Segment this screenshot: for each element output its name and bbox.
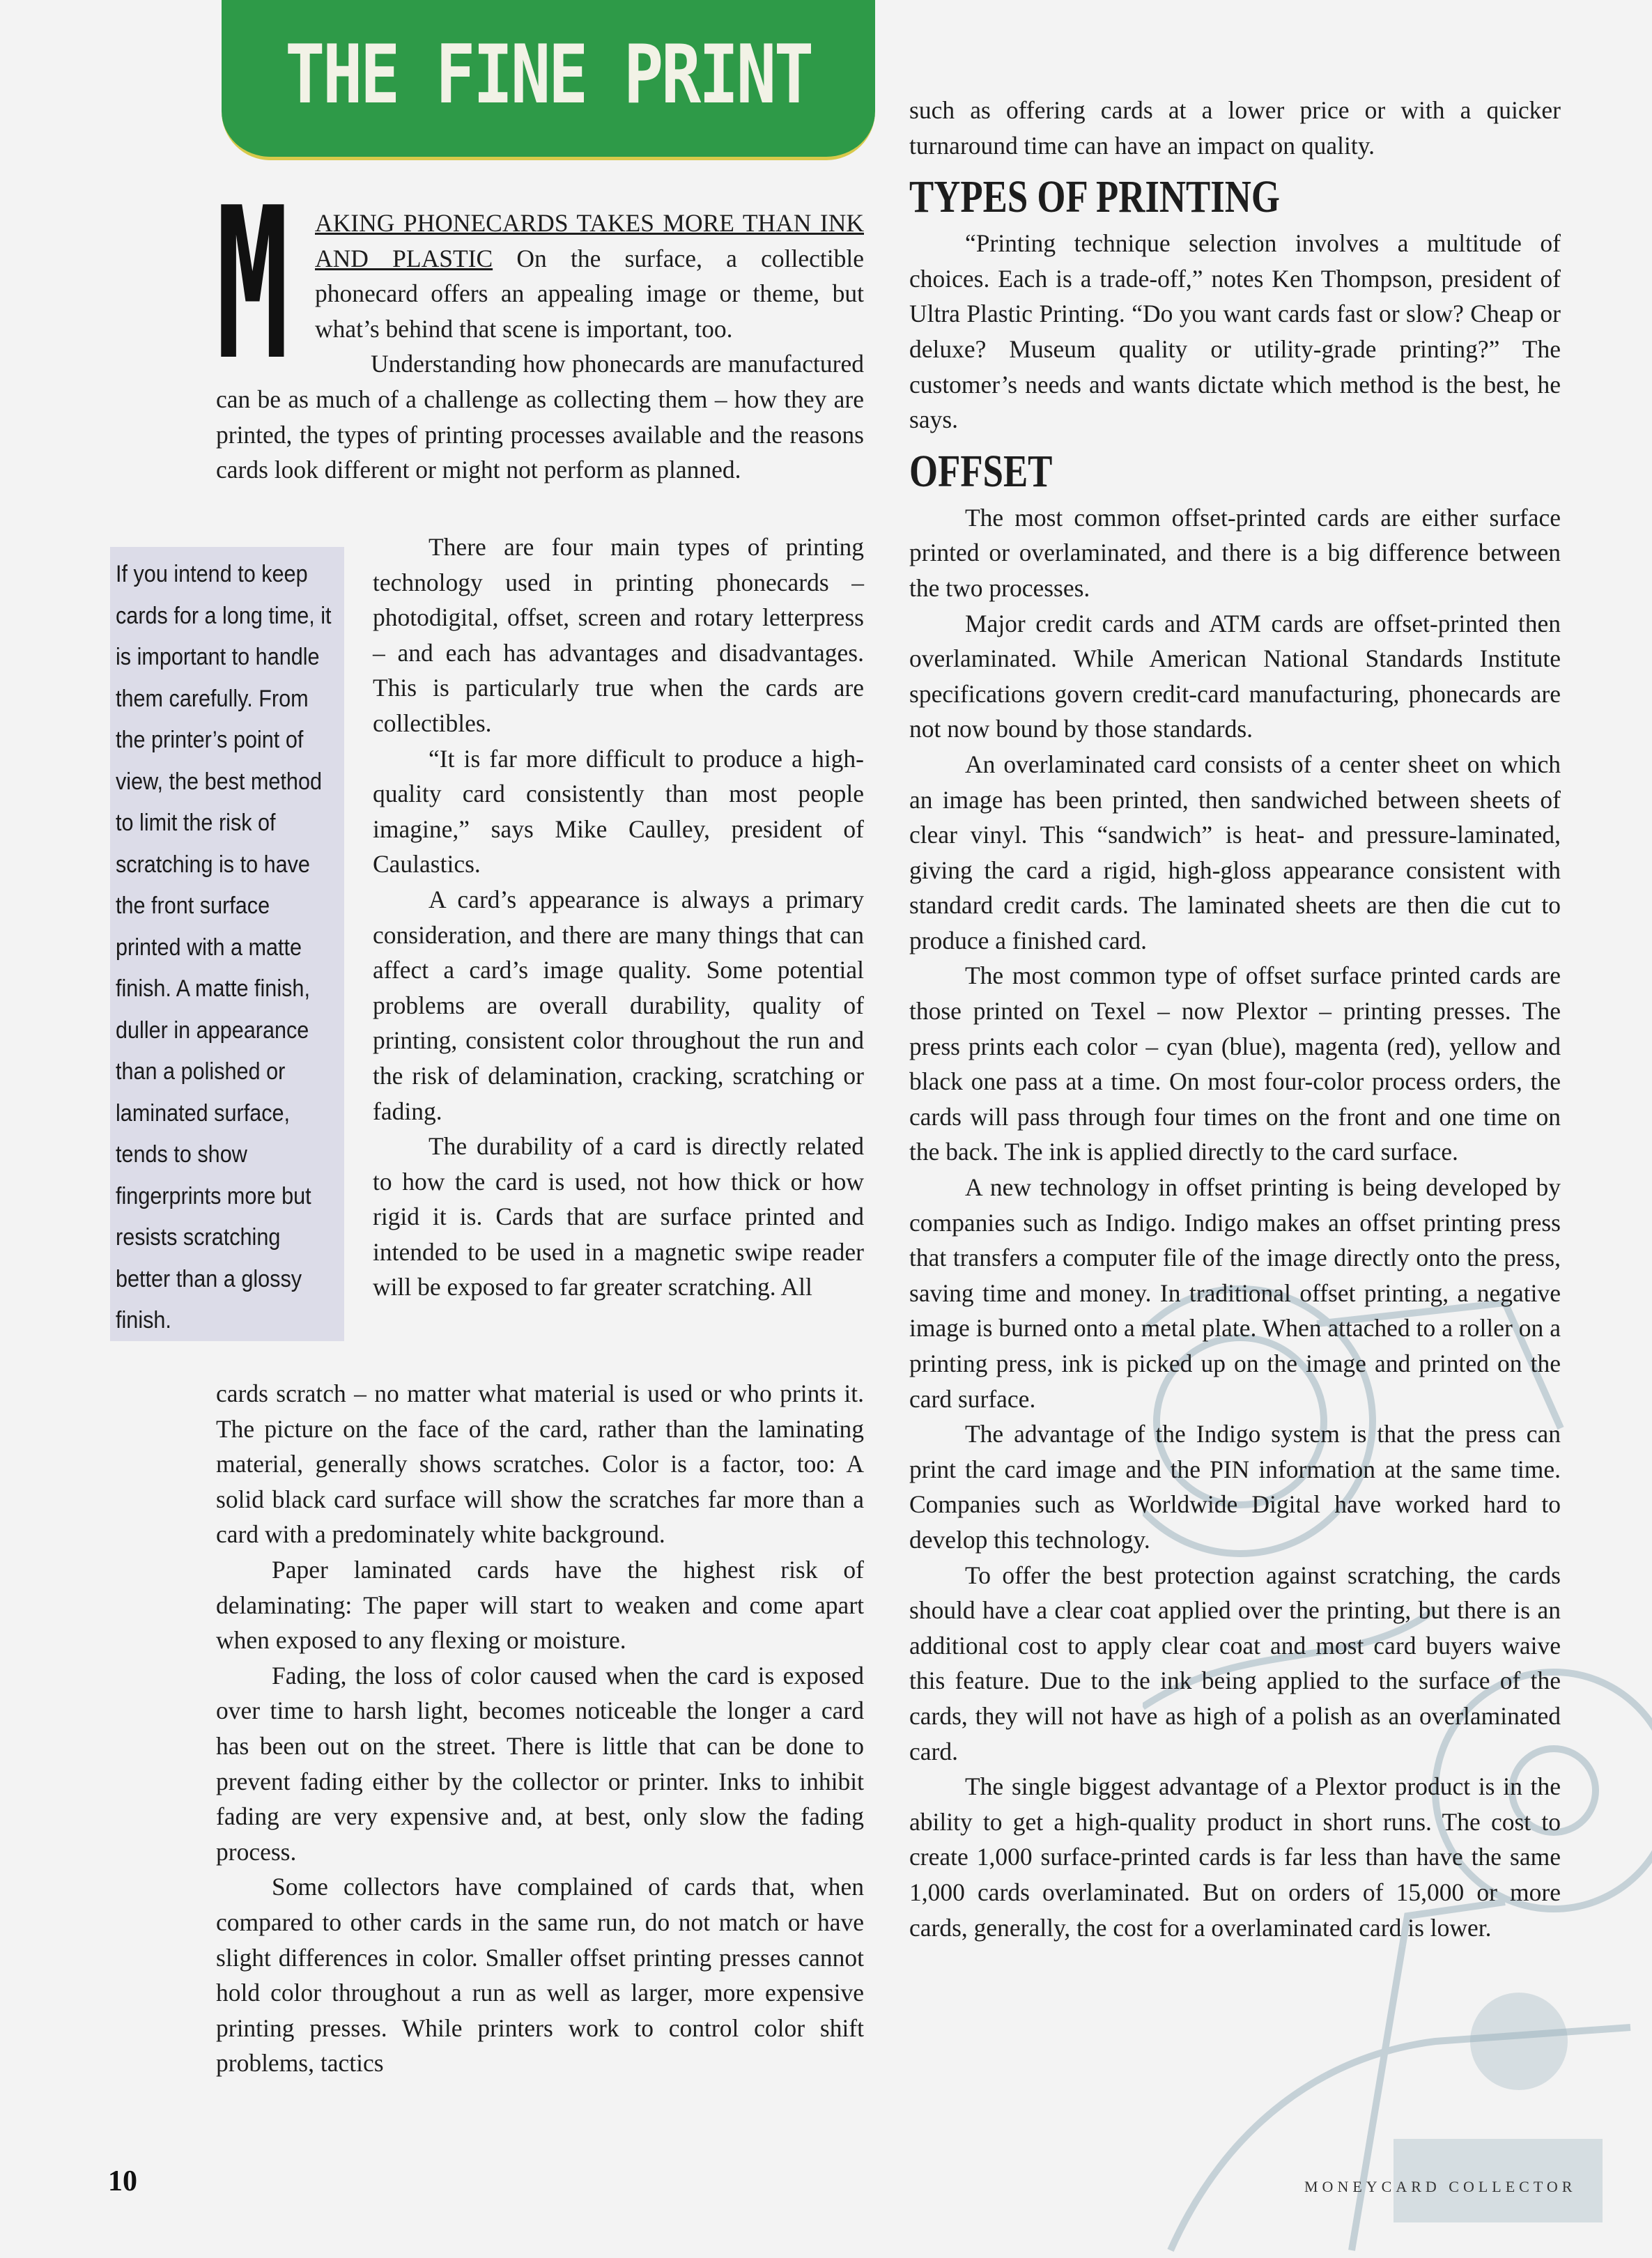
body-paragraph: The most common offset-printed cards are either surface printed or overlaminated, and there is a big difference between the two processes. (909, 503, 1561, 602)
body-paragraph: The advantage of the Indigo system is that the press can print the card image and the PIN information at the same time. Companies such as Worldwide Digital have worked hard to develop this technology. (909, 1420, 1561, 1554)
lead-paragraph (216, 163, 864, 406)
sidebar-callout (110, 547, 344, 1341)
body-paragraph: Paper laminated cards have the highest risk of delaminating: The paper will start to weaken and come apart when exposed to any flexing or moisture. (216, 1555, 864, 1655)
header-banner (222, 0, 875, 160)
body-paragraph: A card’s appearance is always a primary consideration, and there are many things that can affect a card’s image quality. Some potential problems are overall durability, quality of printing, consistent color throughout the run and the risk of delamination, cracking, scratching or fading. (373, 885, 864, 1125)
body-paragraph: A new technology in offset printing is being developed by companies such as Indigo. Indigo makes an offset printing press that transfers a computer file of the image directly onto the press, saving time and money. In traditional offset printing, a negative image is burned onto a metal plate. When attached to a roller on a printing press, ink is picked up on the image and printed on the card surface. (909, 1173, 1561, 1413)
body-paragraph: The durability of a card is directly related to how the card is used, not how thick or how rigid it is. Cards that are surface printed and intended to be used in a magnetic swipe reader will be exposed to far greater scratching. All (373, 1132, 864, 1301)
left-column-bottom (216, 1376, 864, 2081)
body-paragraph: “It is far more difficult to produce a high-quality card consistently than most people imagine,” says Mike Caulley, president of Caulastics. (373, 744, 864, 879)
body-paragraph: Major credit cards and ATM cards are offset-printed then overlaminated. While American National Standards Institute specifications govern credit-card manufacturing, phonecards are not now bound by those standards. (909, 609, 1561, 743)
body-paragraph: Understanding how phonecards are manufactured can be as much of a challenge as collecting them – how they are printed, the types of printing processes available and the reasons cards look different or might not perform as planned. (216, 350, 864, 484)
left-column-middle (373, 529, 864, 1305)
lead-caps: AKING PHONECARDS TAKES MORE THAN INK AND PLASTIC (315, 209, 864, 272)
body-paragraph: There are four main types of printing technology used in printing phonecards – photodigital, offset, screen and rotary letterpress – and each has advantages and disadvantages. This is particularly true when the cards are collectibles. (373, 533, 864, 737)
body-paragraph: Some collectors have complained of cards that, when compared to other cards in the same run, do not match or have slight differences in color. Smaller offset printing presses cannot hold color throughout a run as well as larger, more expensive printing presses. While printers work to control color shift problems, tactics (216, 1873, 864, 2078)
body-paragraph: Fading, the loss of color caused when the card is exposed over time to harsh light, becomes noticeable the longer a card has been out on the street. There is little that can be done to prevent fading either by the collector or printer. Inks to inhibit fading are very expensive and, at best, only slow the fading process. (216, 1661, 864, 1866)
section-heading-types: TYPES OF PRINTING (909, 171, 1280, 223)
body-paragraph: such as offering cards at a lower price or with a quicker turnaround time can have an impact on quality. (909, 96, 1561, 160)
body-paragraph: cards scratch – no matter what material is used or who prints it. The picture on the face of the card, rather than the laminating material, generally shows scratches. Color is a factor, too: A solid black card surface will show the scratches far more than a card with a predominately white background. (216, 1379, 864, 1549)
section-heading-offset: OFFSET (909, 445, 1053, 497)
lead-text: On the surface, a collectible phonecard offers an appealing image or theme, but what’s behind that scene is important, too. (315, 244, 864, 343)
publication-name: MONEYCARD COLLECTOR (1304, 2178, 1577, 2195)
body-paragraph: An overlaminated card consists of a center sheet on which an image has been printed, then sandwiched between sheets of clear vinyl. This “sandwich” is heat- and pressure-laminated, giving the card a rigid, high-gloss appearance consistent with standard credit cards. The laminated sheets are then die cut to produce a finished card. (909, 750, 1561, 954)
left-column-top (216, 163, 864, 488)
page-title: THE FINE PRINT (285, 28, 812, 122)
sidebar-text: If you intend to keep cards for a long time, it is important to handle them carefully. From the printer’s point of view, the best method to limit the risk of scratching is to have the front surface printed with a matte finish. A matte finish, duller in appearance than a polished or laminated surface, tends to show fingerprints more but resists scratching better than a glossy finish. (116, 561, 332, 1333)
page-number: 10 (108, 2165, 137, 2197)
body-paragraph: The most common type of offset surface printed cards are those printed on Texel – now Plextor – printing presses. The press prints each color – cyan (blue), magenta (red), yellow and black one pass at a time. On most four-color process orders, the cards will pass through four times on the front and one time on the back. The ink is applied directly to the card surface. (909, 961, 1561, 1166)
right-column (909, 93, 1561, 1945)
body-paragraph: The single biggest advantage of a Plextor product is in the ability to get a high-quality product in short runs. The cost to create 1,000 surface-printed cards is far less than have the same 1,000 cards overlaminated. But on orders of 15,000 or more cards, generally, the cost for a overlaminated card is lower. (909, 1772, 1561, 1942)
body-paragraph: “Printing technique selection involves a multitude of choices. Each is a trade-off,” notes Ken Thompson, president of Ultra Plastic Printing. “Do you want cards fast or slow? Cheap or deluxe? Museum quality or utility-grade printing?” The customer’s needs and wants dictate which method is the best, he says. (909, 229, 1561, 434)
body-paragraph: To offer the best protection against scratching, the cards should have a clear coat applied over the printing, but there is an additional cost to apply clear coat and most card buyers waive this feature. Due to the ink being applied to the surface of the cards, they will not have as high of a polish as an overlaminated card. (909, 1561, 1561, 1765)
drop-cap: M (216, 163, 289, 406)
